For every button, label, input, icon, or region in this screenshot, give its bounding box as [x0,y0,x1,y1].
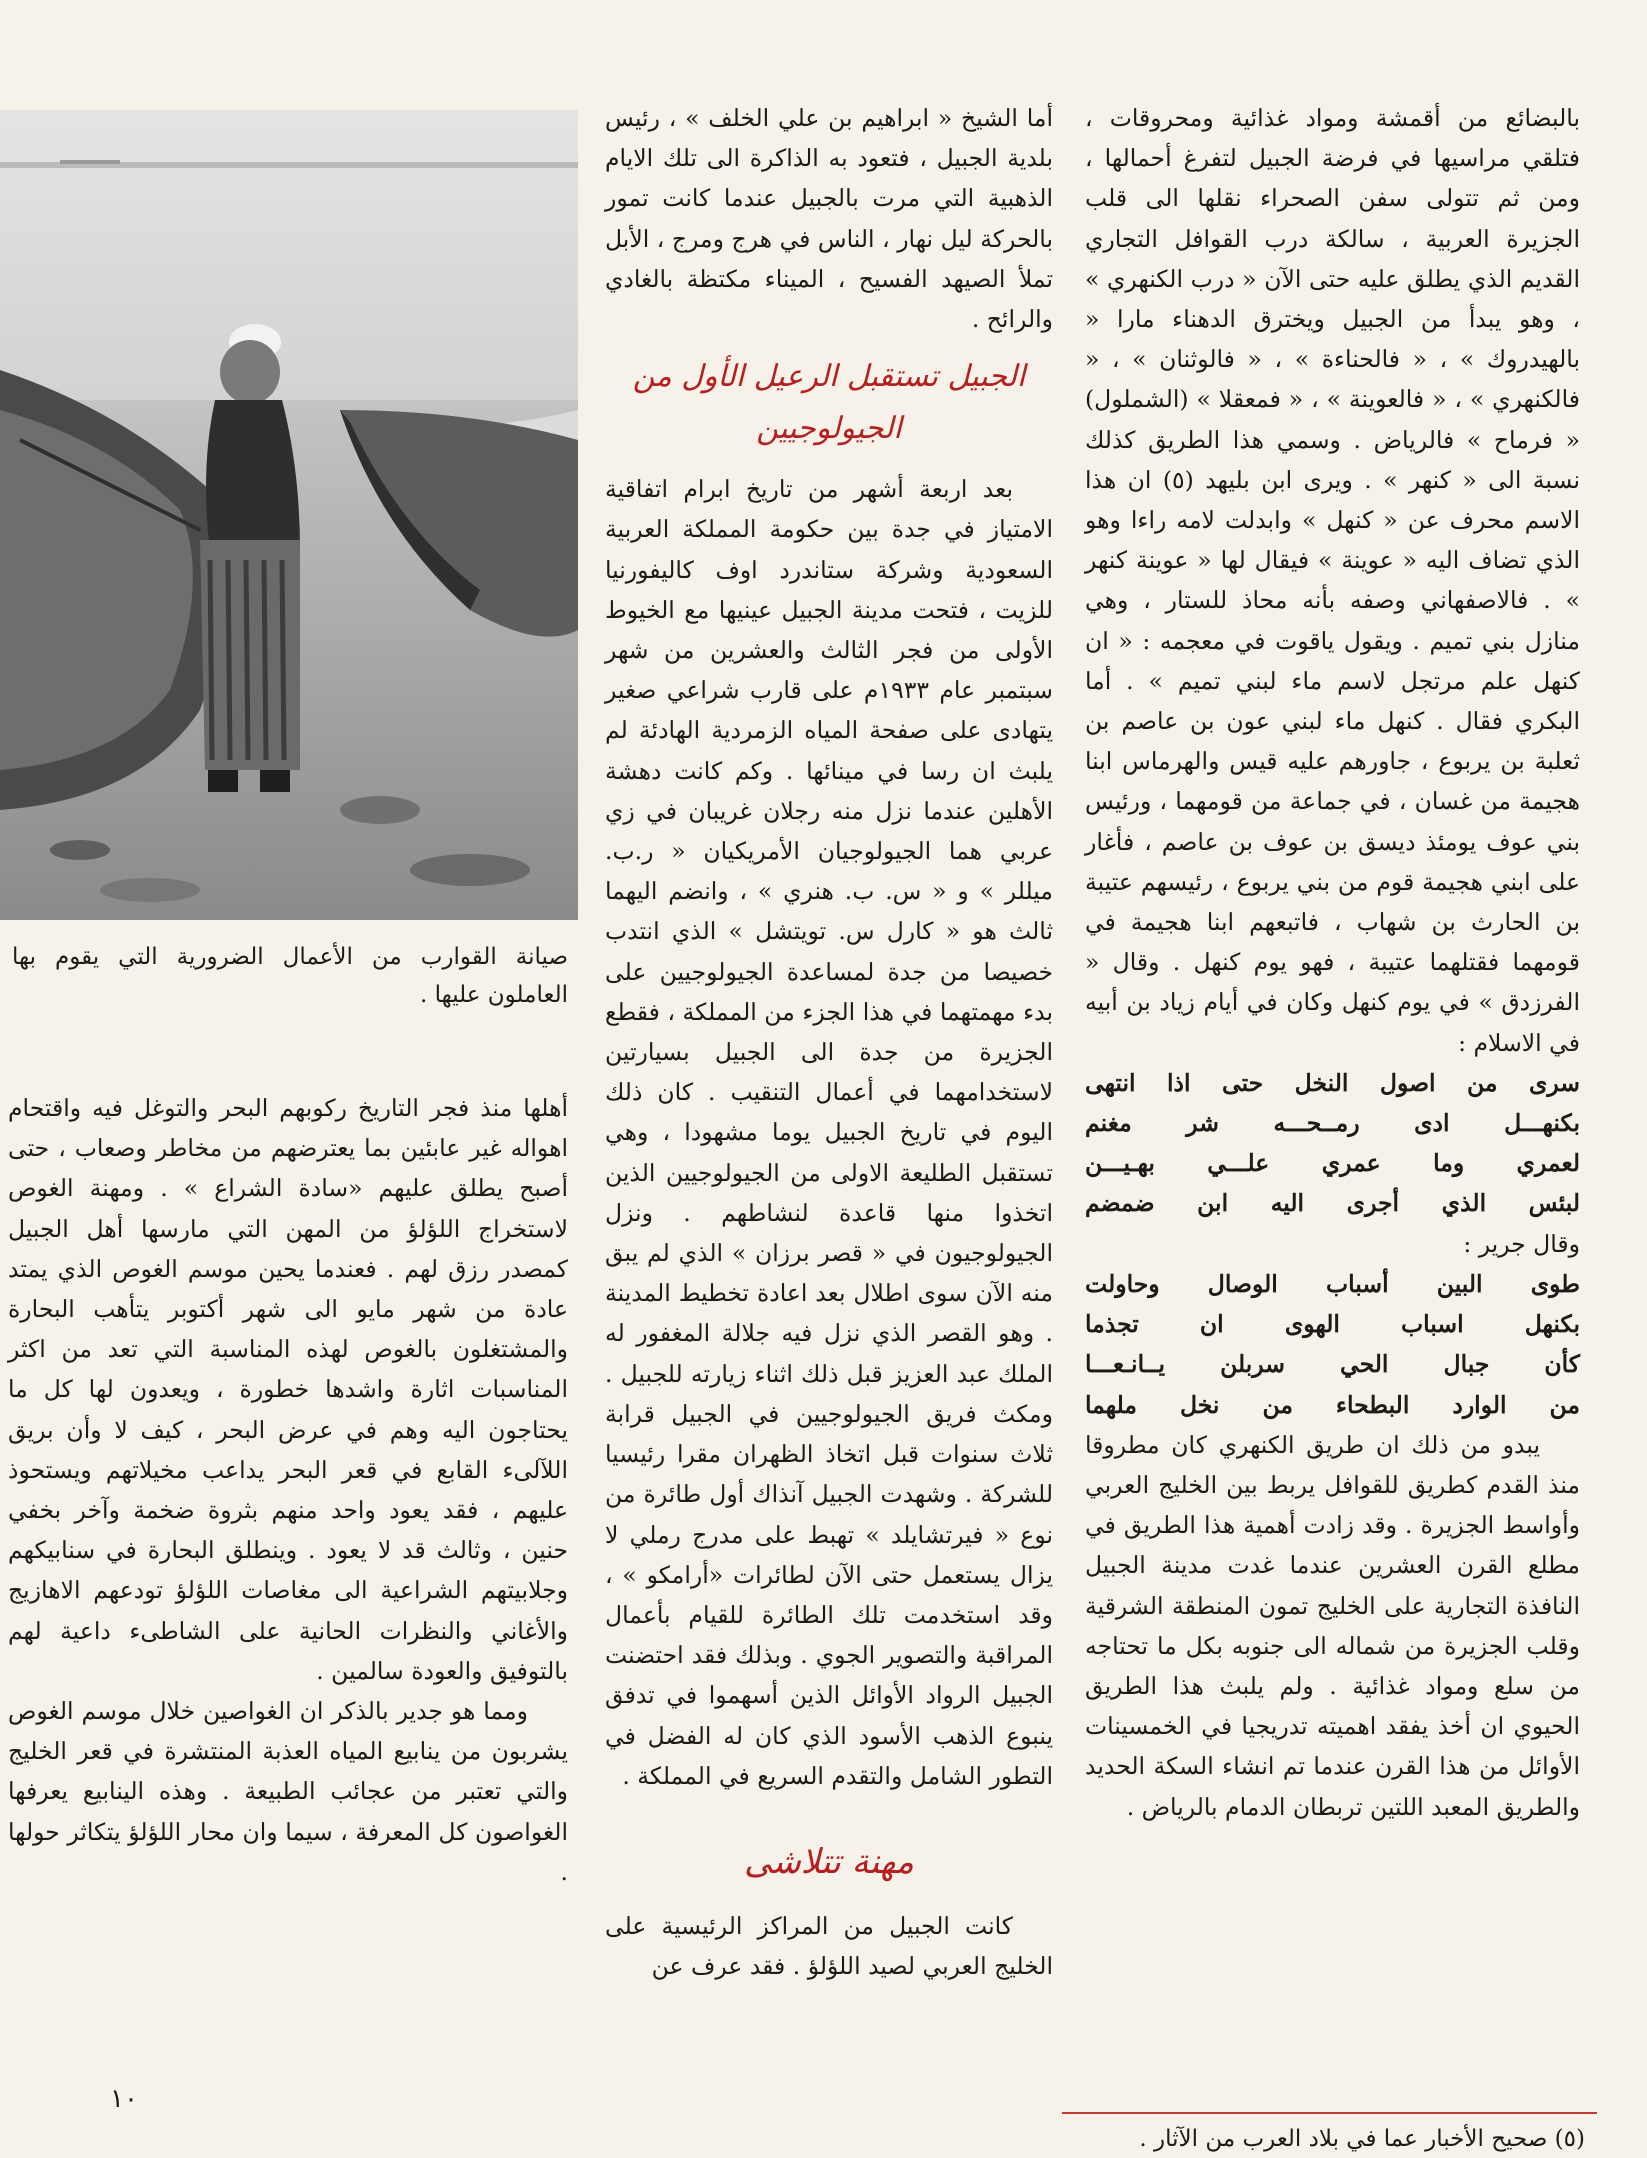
paragraph: أهلها منذ فجر التاريخ ركوبهم البحر والتوغل فيه واقتحام اهواله غير عابئين بما يعترضهم من مخاطر وصعاب ، حتى أصبح يطلق عليهم «سادة الشراع » . ومهنة الغوص لاستخراج اللؤلؤ من المهن التي مارسها أهل الجبيل كمصدر رزق لهم . فعندما يحين موسم الغوص الذي يمتد عادة من شهر مايو الى شهر أكتوبر يتأهب البحارة والمشتغلون بالغوص لهذه المناسبة التي تعد من اكثر المناسبات اثارة واشدها خطورة ، ويعدون لها كل ما يحتاجون اليه وهم في عرض البحر ، كيف لا وأن بريق اللآلىء القابع في قعر البحر يداعب مخيلاتهم ويستحوذ عليهم ، فقد يعود واحد منهم بثروة ضخمة وآخر بخفي حنين ، وثالث قد لا يعود . وينطلق البحارة في سنابيكهم وجلابيتهم الشراعية الى مغاصات اللؤلؤ تودعهم الاهازيج والأغاني والنظرات الحانية على الشاطىء داعية لهم بالتوفيق والعودة سالمين . [8,1094,568,1685]
poem-intro: وقال جرير : [1463,1229,1580,1258]
poem-verse: لبئس الذي أجرى اليه ابن ضمضم [1085,1189,1580,1218]
section-heading: الجبيل تستقبل الرعيل الأول من الجيولوجيين [632,359,1026,447]
boat-maintenance-photo [0,110,578,920]
paragraph: بعد اربعة أشهر من تاريخ ابرام اتفاقية الامتياز في جدة بين حكومة المملكة العربية السعودية وشركة ستاندرد اوف كاليفورنيا للزيت ، فتحت مدينة الجبيل عينيها مع الخيوط الأولى من فجر الثالث والعشرين من شهر سبتمبر عام ١٩٣٣م على قارب شراعي صغير يتهادى على صفحة المياه الزمردية الهادئة لم يلبث ان رسا في مينائها . وكم كانت دهشة الأهلين عندما نزل منه رجلان غريبان في زي عربي هما الجيولوجيان الأمريكيان « ر.ب. ميللر » و « س. ب. هنري » ، وانضم اليهما ثالث هو « كارل س. تويتشل » الذي انتدب خصيصا من جدة لمساعدة الجيولوجيين على بدء مهمتهما في هذا الجزء من المملكة ، فقطع الجزيرة من جدة الى الجبيل بسيارتين لاستخدامهما في أعمال التنقيب . كان ذلك اليوم في تاريخ الجبيل يوما مشهودا ، وهي تستقبل الطليعة الاولى من الجيولوجيين الذين اتخذوا منها قاعدة لنشاطهم . ونزل الجيولوجيون في « قصر برزان » الذي لم يبق منه الآن سوى اطلال بعد اعادة تخطيط المدينة . وهو القصر الذي نزل فيه جلالة المغفور له الملك عبد العزيز قبل ذلك اثناء زيارته للجبيل . ومكث فريق الجيولوجيين في الجبيل قرابة ثلاث سنوات قبل اتخاذ الظهران مقرا رئيسيا للشركة . وشهدت الجبيل آنذاك أول طائرة من نوع « فيرتشايلد » تهبط على مدرج رملي لا يزال يستعمل حتى الآن لطائرات «أرامكو » ، وقد استخدمت تلك الطائرة للقيام بأعمال المراقبة والتصوير الجوي . وبذلك فقد احتضنت الجبيل الرواد الأوائل الذين أسهموا في تدفق ينبوع الذهب الأسود الذي كان له الفضل في التطور الشامل والتقدم السريع في المملكة . [605,475,1053,1790]
footnote-rule [1062,2112,1597,2114]
poem-verse: بكنهـــل ادى رمــحـــه شر مغنم [1085,1109,1580,1138]
paragraph: ومما هو جدير بالذكر ان الغواصين خلال موسم الغوص يشربون من ينابيع المياه العذبة المنتشرة في قعر الخليج والتي تعتبر من عجائب الطبيعة . وهذه الينابيع يعرفها الغواصون كل المعرفة ، سيما وان محار اللؤلؤ يتكاثر حولها . [8,1697,568,1886]
poem-verse: كأن جبال الحي سربلن يــانـعـــا [1085,1350,1580,1379]
poem-verse: لعمري وما عمري علـــي بهـيـــن [1085,1149,1580,1178]
text-column-left [8,1088,568,1892]
paragraph: بالبضائع من أقمشة ومواد غذائية ومحروقات ، فتلقي مراسيها في فرضة الجبيل لتفرغ أحمالها ، ومن ثم تتولى سفن الصحراء نقلها الى قلب الجزيرة العربية ، سالكة درب القوافل التجاري القديم الذي يطلق عليه حتى الآن « درب الكنهري » ، وهو يبدأ من الجبيل ويخترق الدهناء مارا « بالهيدروك » ، « فالحناءة » ، « فالوثنان » ، « فالكنهري » ، « فالعوينة » ، « فمعقلا » (الشملول) « فرماح » فالرياض . وسمي هذا الطريق كذلك نسبة الى « كنهر » . ويرى ابن بليهد (٥) ان هذا الاسم محرف عن « كنهل » وابدلت لامه راءا وهو الذي تضاف اليه « عوينة » فيقال لها « عوينة كنهر » . فالاصفهاني وصفه بأنه محاذ للستار ، وهي منازل بني تميم . ويقول ياقوت في معجمه : « ان كنهل علم مرتجل لاسم ماء لبني تميم » . أما البكري فقال . كنهل ماء لبني عون بن عاصم بن ثعلبة بن يربوع ، جاورهم عليه قيس والهرماس ابنا هجيمة من غسان ، في جماعة من قومهما ، ورئيس بني عوف يومئذ ديسق بن عوف بن عاصم ، فأغار على ابني هجيمة قوم من بني يربوع ، رئيسهم عتيبة بن الحارث بن شهاب ، فاتبعهم ابنا هجيمة في قومهما فقتلهما عتيبة ، فهو يوم كنهل . وقال « الفرزدق » في يوم كنهل وكان في أيام زياد بن أبيه في الاسلام : [1085,104,1580,1057]
text-column-middle [605,98,1053,1986]
photo-illustration [0,110,578,920]
photo-caption: صيانة القوارب من الأعمال الضرورية التي يقوم بها العاملون عليها . [12,944,568,1008]
section-heading: مهنة تتلاشى [743,1841,915,1882]
paragraph: كانت الجبيل من المراكز الرئيسية على الخليج العربي لصيد اللؤلؤ . فقد عرف عن [605,1911,1053,1981]
footnote: (٥) صحيح الأخبار عما في بلاد العرب من الآثار . [1139,2126,1585,2152]
poem-verse: من الوارد البطحاء من نخل ملهما [1085,1390,1580,1419]
poem-verse: سرى من اصول النخل حتى اذا انتهى [1085,1068,1580,1097]
paragraph: أما الشيخ « ابراهيم بن علي الخلف » ، رئيس بلدية الجبيل ، فتعود به الذاكرة الى تلك الايام الذهبية التي مرت بالجبيل عندما كانت تمور بالحركة ليل نهار ، الناس في هرج ومرج ، الأبل تملأ الصيهد الفسيح ، الميناء مكتظة بالغادي والرائح . [605,104,1053,334]
text-column-right [1085,98,1580,1827]
page-number: ١٠ [110,2084,138,2114]
poem-verse: بكنهل اسباب الهوى ان تجذما [1085,1310,1580,1339]
poem-verse: طوى البين أسباب الوصال وحاولت [1085,1269,1580,1298]
paragraph: يبدو من ذلك ان طريق الكنهري كان مطروقا منذ القدم كطريق للقوافل يربط بين الخليج العربي وأواسط الجزيرة . وقد زادت أهمية هذا الطريق في مطلع القرن العشرين عندما غدت مدينة الجبيل النافذة التجارية على الخليج تمون المنطقة الشرقية وقلب الجزيرة من شماله الى جنوبه بكل ما تحتاجه من سلع ومواد غذائية . ولم يلبث هذا الطريق الحيوي ان أخذ يفقد اهميته تدريجيا في الخمسينات الأوائل من هذا القرن عندما تم انشاء السكة الحديد والطريق المعبد اللتين تربطان الدمام بالرياض . [1085,1430,1580,1821]
